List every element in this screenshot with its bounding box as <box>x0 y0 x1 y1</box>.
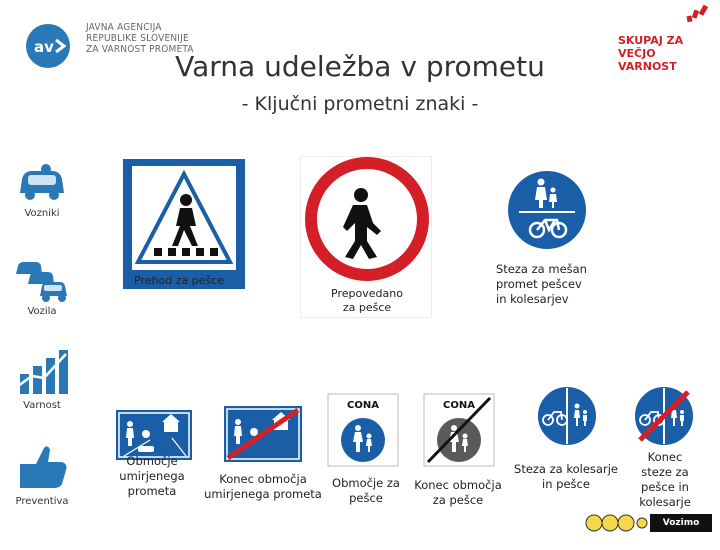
ped-zone-plate: CONA <box>347 400 379 411</box>
footer-badge <box>584 512 712 546</box>
crossing-sign-label: Prehod za pešce <box>134 274 224 287</box>
calm-zone-sign <box>116 410 192 460</box>
chart-icon[interactable] <box>14 346 70 398</box>
calm-zone-caption: Območje umirjenega prometa <box>119 454 185 498</box>
ped-zone-end-caption: Konec območja za pešce <box>414 478 502 507</box>
shared-path-caption: Steza za mešan promet pešcev in kolesarjev <box>496 262 587 306</box>
calm-zone-end-sign <box>224 406 302 462</box>
thumbs-up-icon[interactable] <box>14 440 70 492</box>
prohibited-sign-label: Prepovedano za pešce <box>331 287 403 314</box>
page-title: Varna udeležba v prometu <box>175 50 545 83</box>
footer-badge-label: Vozimo pametno! <box>650 514 712 532</box>
sidebar-label-vehicles: Vozila <box>27 306 57 317</box>
prohibited-sign <box>300 156 432 318</box>
campaign-logo-text: SKUPAJ ZA VEČJO VARNOST <box>618 34 684 73</box>
agency-name: JAVNA AGENCIJA REPUBLIKE SLOVENIJE ZA VARNOST PROMETA <box>86 22 194 55</box>
crossing-sign <box>120 156 248 292</box>
split-path-caption: Steza za kolesarje in pešce <box>514 462 618 491</box>
split-path-end-sign <box>632 384 696 448</box>
prohibited-sign-graphic <box>301 157 433 277</box>
shared-path-sign <box>505 168 589 252</box>
sidebar-label-safety: Varnost <box>23 400 61 411</box>
emoji-strip-icon <box>584 512 648 534</box>
split-path-sign <box>535 384 599 448</box>
svg-text:av: av <box>34 38 54 56</box>
ped-zone-end-plate: CONA <box>443 400 475 411</box>
sidebar-label-drivers: Vozniki <box>24 208 60 219</box>
crossing-sign-graphic <box>120 156 248 292</box>
split-path-end-caption: Konec steze za pešce in kolesarje <box>639 450 691 509</box>
page-subtitle: - Ključni prometni znaki - <box>241 93 479 115</box>
ped-zone-caption: Območje za pešce <box>332 476 400 505</box>
driver-icon[interactable] <box>14 155 70 207</box>
vehicles-icon[interactable] <box>14 254 70 306</box>
sidebar-label-prevention: Preventiva <box>15 496 69 507</box>
calm-zone-end-caption: Konec območja umirjenega prometa <box>204 472 322 501</box>
